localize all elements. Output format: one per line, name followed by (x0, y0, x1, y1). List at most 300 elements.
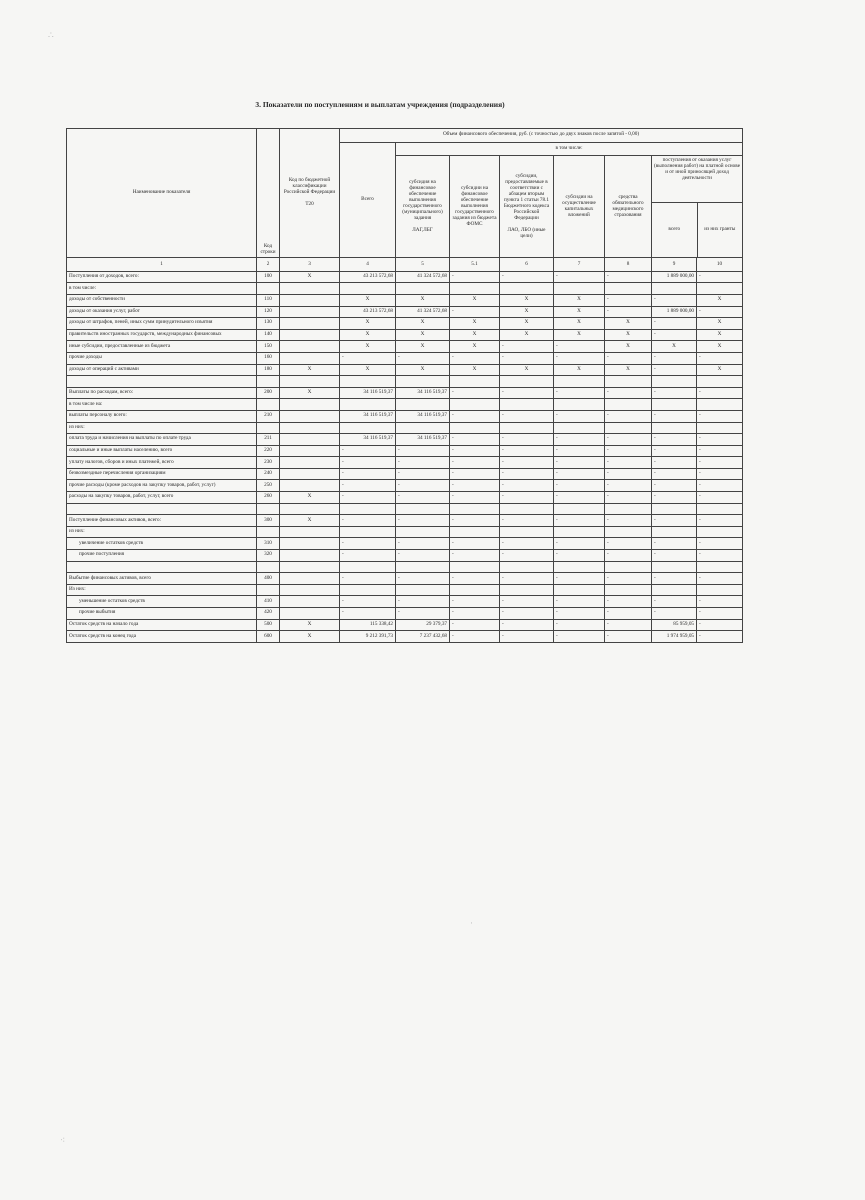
row-label: прочие доходы (67, 352, 257, 364)
value-cell: - (450, 550, 500, 562)
empty-cell (67, 376, 257, 388)
value-cell (396, 399, 450, 411)
empty-cell (67, 503, 257, 515)
value-cell: - (652, 457, 697, 469)
row-code: 130 (257, 318, 280, 330)
table-row (67, 596, 743, 608)
value-cell: X (554, 306, 605, 318)
row-code: 240 (257, 468, 280, 480)
scan-speck: ∴ (48, 30, 54, 40)
row-label: Остаток средств на начало года (67, 619, 257, 631)
value-cell: - (697, 410, 743, 422)
header-c9b: из них гранты (704, 226, 736, 233)
value-cell: - (450, 387, 500, 399)
row-code: 211 (257, 434, 280, 446)
value-cell: 9 212 391,73 (340, 631, 396, 643)
value-cell: - (450, 515, 500, 527)
value-cell (554, 422, 605, 434)
value-cell: X (697, 341, 743, 353)
value-cell: - (450, 608, 500, 620)
value-cell: - (450, 619, 500, 631)
value-cell (280, 468, 340, 480)
value-cell: - (605, 468, 652, 480)
value-cell (280, 329, 340, 341)
value-cell: - (396, 515, 450, 527)
row-label: прочие выбытия (67, 608, 257, 620)
value-cell: - (697, 492, 743, 504)
value-cell: X (280, 387, 340, 399)
row-label: расходы на закупку товаров, работ, услуг, всего (67, 492, 257, 504)
value-cell (652, 422, 697, 434)
value-cell: - (500, 538, 554, 550)
value-cell: - (450, 434, 500, 446)
value-cell: - (340, 445, 396, 457)
value-cell: - (605, 352, 652, 364)
value-cell: - (605, 306, 652, 318)
value-cell: 29 379,37 (396, 619, 450, 631)
row-code (257, 399, 280, 411)
value-cell: - (697, 387, 743, 399)
value-cell: - (396, 468, 450, 480)
value-cell (340, 283, 396, 295)
value-cell: - (652, 573, 697, 585)
value-cell: - (554, 410, 605, 422)
value-cell: X (280, 492, 340, 504)
table-row (67, 492, 743, 504)
table-row (67, 294, 743, 306)
value-cell: - (697, 480, 743, 492)
value-cell: - (554, 387, 605, 399)
value-cell (450, 584, 500, 596)
empty-cell (396, 561, 450, 573)
value-cell: - (500, 271, 554, 283)
value-cell: - (450, 468, 500, 480)
empty-cell (554, 561, 605, 573)
value-cell (554, 283, 605, 295)
row-code: 230 (257, 457, 280, 469)
value-cell (396, 526, 450, 538)
value-cell: - (340, 492, 396, 504)
value-cell: - (396, 550, 450, 562)
row-code: 160 (257, 352, 280, 364)
row-label: оплата труда и начисления на выплаты по оплате труда (67, 434, 257, 446)
value-cell: - (554, 573, 605, 585)
row-code: 180 (257, 364, 280, 376)
table-row (67, 306, 743, 318)
value-cell (280, 596, 340, 608)
value-cell (280, 445, 340, 457)
value-cell: X (450, 329, 500, 341)
value-cell: 34 116 519,37 (340, 387, 396, 399)
column-index-cell: 1 (67, 258, 257, 272)
table-row (67, 410, 743, 422)
value-cell: - (450, 573, 500, 585)
value-cell: - (500, 434, 554, 446)
column-index-cell: 10 (697, 258, 743, 272)
value-cell: 1 889 000,00 (652, 306, 697, 318)
value-cell: X (697, 318, 743, 330)
table-row (67, 550, 743, 562)
value-cell: - (697, 550, 743, 562)
scan-speck: ⁖ (60, 1135, 66, 1145)
value-cell: X (554, 364, 605, 376)
header-c7: субсидии на осуществление капитальных вложений (554, 156, 605, 258)
empty-cell (257, 376, 280, 388)
header-total: Всего (340, 142, 396, 258)
table-row (67, 364, 743, 376)
empty-cell (554, 503, 605, 515)
value-cell: - (500, 341, 554, 353)
value-cell: - (605, 434, 652, 446)
value-cell: X (605, 329, 652, 341)
value-cell: 34 116 519,37 (396, 410, 450, 422)
value-cell: X (450, 294, 500, 306)
value-cell (697, 584, 743, 596)
value-cell: - (396, 538, 450, 550)
value-cell: X (280, 271, 340, 283)
value-cell: - (500, 492, 554, 504)
value-cell (652, 526, 697, 538)
row-label: доходы от штрафов, пеней, иных сумм принудительного изъятия (67, 318, 257, 330)
table-row (67, 271, 743, 283)
value-cell: - (652, 480, 697, 492)
table-row (67, 608, 743, 620)
row-code: 250 (257, 480, 280, 492)
value-cell (697, 526, 743, 538)
value-cell: - (554, 492, 605, 504)
empty-cell (340, 503, 396, 515)
value-cell: - (340, 457, 396, 469)
value-cell: - (500, 387, 554, 399)
value-cell: 41 324 572,68 (396, 271, 450, 283)
row-label: Выплаты по расходам, всего: (67, 387, 257, 399)
header-code-col: Код строки (257, 129, 280, 258)
value-cell: 34 116 519,37 (340, 434, 396, 446)
value-cell: - (554, 352, 605, 364)
row-code: 210 (257, 410, 280, 422)
row-label: Остаток средств на конец года (67, 631, 257, 643)
value-cell: - (605, 410, 652, 422)
row-label: прочие поступления (67, 550, 257, 562)
row-code: 100 (257, 271, 280, 283)
value-cell: X (396, 341, 450, 353)
value-cell: - (396, 492, 450, 504)
value-cell: X (652, 341, 697, 353)
value-cell: X (396, 364, 450, 376)
empty-cell (280, 376, 340, 388)
value-cell: X (500, 294, 554, 306)
value-cell: - (500, 352, 554, 364)
value-cell: X (605, 341, 652, 353)
row-label: в том числе на: (67, 399, 257, 411)
value-cell (340, 399, 396, 411)
value-cell: - (605, 457, 652, 469)
value-cell: X (450, 364, 500, 376)
empty-cell (340, 561, 396, 573)
value-cell: X (340, 318, 396, 330)
table-row (67, 329, 743, 341)
value-cell: - (450, 480, 500, 492)
value-cell: - (554, 619, 605, 631)
row-code: 410 (257, 596, 280, 608)
value-cell: X (280, 515, 340, 527)
empty-cell (500, 503, 554, 515)
value-cell (554, 399, 605, 411)
value-cell: - (340, 468, 396, 480)
value-cell: - (697, 457, 743, 469)
value-cell: - (652, 538, 697, 550)
empty-cell (257, 503, 280, 515)
empty-cell (697, 561, 743, 573)
row-code: 500 (257, 619, 280, 631)
table-row (67, 318, 743, 330)
value-cell: X (500, 329, 554, 341)
value-cell: - (554, 596, 605, 608)
value-cell: - (500, 631, 554, 643)
value-cell (500, 399, 554, 411)
row-code: 140 (257, 329, 280, 341)
finance-table (66, 128, 743, 643)
value-cell (554, 584, 605, 596)
value-cell: - (697, 608, 743, 620)
spacer-row (67, 376, 743, 388)
row-label: выплаты персоналу всего: (67, 410, 257, 422)
table-row (67, 573, 743, 585)
table-row (67, 619, 743, 631)
value-cell: - (340, 480, 396, 492)
table-row (67, 434, 743, 446)
row-label: социальные и иные выплаты населению, всего (67, 445, 257, 457)
value-cell: X (697, 364, 743, 376)
value-cell: 34 116 519,37 (396, 387, 450, 399)
empty-cell (450, 503, 500, 515)
value-cell: - (396, 457, 450, 469)
value-cell: X (500, 364, 554, 376)
row-label: доходы от собственности (67, 294, 257, 306)
row-label: Поступления от доходов, всего: (67, 271, 257, 283)
value-cell: - (652, 318, 697, 330)
column-index-cell: 5 (396, 258, 450, 272)
value-cell (396, 422, 450, 434)
value-cell: X (340, 294, 396, 306)
value-cell: - (697, 596, 743, 608)
row-label: прочие расходы (кроме расходов на закупку товаров, работ, услуг) (67, 480, 257, 492)
value-cell: - (500, 480, 554, 492)
value-cell: X (340, 341, 396, 353)
value-cell: 43 213 572,68 (340, 271, 396, 283)
table-row (67, 399, 743, 411)
spacer-row (67, 503, 743, 515)
row-label: иные субсидии, предоставленные из бюджета (67, 341, 257, 353)
column-index-cell: 3 (280, 258, 340, 272)
value-cell: 7 237 432,68 (396, 631, 450, 643)
value-cell: - (396, 352, 450, 364)
value-cell: - (605, 445, 652, 457)
section-title: 3. Показатели по поступлениям и выплатам учреждения (подразделения) (255, 100, 505, 109)
value-cell (450, 283, 500, 295)
value-cell: X (396, 294, 450, 306)
empty-cell (652, 503, 697, 515)
value-cell: X (340, 364, 396, 376)
value-cell: - (396, 480, 450, 492)
value-cell (697, 399, 743, 411)
empty-cell (697, 376, 743, 388)
header-c9: поступления от оказания услуг (выполнения работ) на платной основе и от иной приносящей доход деятельности всего из них гранты (652, 156, 743, 258)
value-cell: - (605, 596, 652, 608)
table-row (67, 457, 743, 469)
value-cell: X (697, 329, 743, 341)
row-label: уплату налогов, сборов и иных платежей, всего (67, 457, 257, 469)
column-index-row (67, 258, 743, 272)
row-code: 150 (257, 341, 280, 353)
value-cell: - (697, 573, 743, 585)
value-cell: X (396, 318, 450, 330)
value-cell: - (554, 538, 605, 550)
column-index-cell: 4 (340, 258, 396, 272)
value-cell (280, 608, 340, 620)
scan-speck: · (470, 918, 473, 928)
table-row (67, 584, 743, 596)
value-cell: - (605, 619, 652, 631)
table-row (67, 341, 743, 353)
table-body (67, 271, 743, 642)
value-cell: X (605, 318, 652, 330)
empty-cell (652, 376, 697, 388)
value-cell: X (554, 318, 605, 330)
row-code (257, 526, 280, 538)
empty-cell (450, 376, 500, 388)
value-cell: - (652, 352, 697, 364)
table-row (67, 480, 743, 492)
empty-cell (257, 561, 280, 573)
value-cell (396, 584, 450, 596)
row-code: 220 (257, 445, 280, 457)
value-cell: - (697, 434, 743, 446)
value-cell (500, 584, 554, 596)
value-cell: - (450, 457, 500, 469)
empty-cell (652, 561, 697, 573)
value-cell (280, 399, 340, 411)
value-cell: - (652, 294, 697, 306)
value-cell (280, 526, 340, 538)
value-cell: - (652, 410, 697, 422)
value-cell: - (396, 445, 450, 457)
column-index-cell: 9 (652, 258, 697, 272)
value-cell: - (554, 515, 605, 527)
value-cell: X (500, 318, 554, 330)
value-cell: - (450, 596, 500, 608)
value-cell: - (554, 341, 605, 353)
value-cell: - (500, 608, 554, 620)
value-cell: - (396, 596, 450, 608)
empty-cell (605, 503, 652, 515)
value-cell: - (500, 573, 554, 585)
table-row (67, 515, 743, 527)
value-cell: - (554, 468, 605, 480)
value-cell: - (697, 306, 743, 318)
value-cell: - (500, 596, 554, 608)
value-cell: - (450, 410, 500, 422)
empty-cell (280, 561, 340, 573)
row-code: 400 (257, 573, 280, 585)
empty-cell (605, 561, 652, 573)
row-code: 300 (257, 515, 280, 527)
value-cell: - (500, 410, 554, 422)
value-cell (280, 352, 340, 364)
spacer-row (67, 561, 743, 573)
value-cell: - (697, 352, 743, 364)
table-header (67, 129, 743, 272)
row-code: 260 (257, 492, 280, 504)
value-cell: - (340, 573, 396, 585)
value-cell: X (280, 619, 340, 631)
value-cell: - (554, 608, 605, 620)
value-cell: - (450, 352, 500, 364)
header-in-that: в том числе: (396, 142, 743, 156)
empty-cell (280, 503, 340, 515)
row-code (257, 422, 280, 434)
value-cell: - (652, 329, 697, 341)
value-cell: X (280, 631, 340, 643)
header-c9a: всего (652, 203, 698, 257)
value-cell: X (396, 329, 450, 341)
header-c8: средства обязательного медицинского страхования (605, 156, 652, 258)
value-cell: - (340, 608, 396, 620)
value-cell (280, 341, 340, 353)
value-cell (652, 399, 697, 411)
row-code (257, 283, 280, 295)
empty-cell (500, 561, 554, 573)
value-cell (605, 283, 652, 295)
value-cell: - (340, 515, 396, 527)
value-cell: - (697, 631, 743, 643)
table-row (67, 422, 743, 434)
value-cell: X (450, 341, 500, 353)
value-cell: - (605, 515, 652, 527)
column-index-cell: 2 (257, 258, 280, 272)
value-cell: - (450, 631, 500, 643)
value-cell (340, 422, 396, 434)
row-label: из них: (67, 526, 257, 538)
value-cell (500, 422, 554, 434)
row-label: доходы от оказания услуг, работ (67, 306, 257, 318)
value-cell (280, 318, 340, 330)
value-cell: - (450, 271, 500, 283)
empty-cell (554, 376, 605, 388)
row-label: доходы от операций с активами (67, 364, 257, 376)
row-label: уменьшение остатков средств (67, 596, 257, 608)
value-cell: - (697, 468, 743, 480)
value-cell: - (450, 306, 500, 318)
value-cell (280, 457, 340, 469)
empty-cell (340, 376, 396, 388)
value-cell: - (500, 515, 554, 527)
value-cell (697, 283, 743, 295)
value-cell: - (605, 480, 652, 492)
value-cell: X (500, 306, 554, 318)
value-cell: 1 974 959,05 (652, 631, 697, 643)
column-index-cell: 7 (554, 258, 605, 272)
value-cell: X (450, 318, 500, 330)
empty-cell (450, 561, 500, 573)
value-cell: 34 116 519,37 (396, 434, 450, 446)
value-cell: - (652, 434, 697, 446)
value-cell (652, 584, 697, 596)
table-row (67, 352, 743, 364)
value-cell: - (652, 492, 697, 504)
header-c6: субсидии, предоставляемые в соответствии с абзацем вторым пункта 1 статьи 78.1 Бюджетного кодекса Российской Федерации ЛАО, ЛБО (иные цели) (500, 156, 554, 258)
value-cell: - (554, 480, 605, 492)
